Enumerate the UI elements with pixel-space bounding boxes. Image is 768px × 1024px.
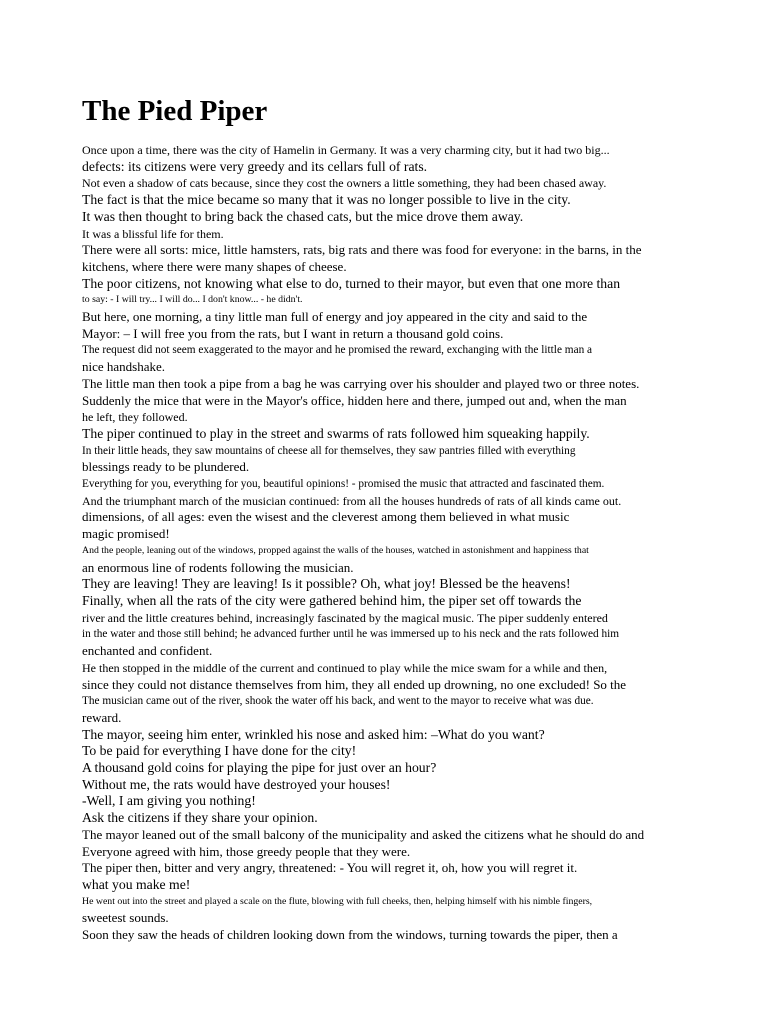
text-line: magic promised!	[82, 526, 170, 542]
page-title: The Pied Piper	[82, 95, 268, 127]
text-line: The piper then, bitter and very angry, threatened: - You will regret it, oh, how you will regret it.	[82, 860, 578, 876]
text-line: It was then thought to bring back the chased cats, but the mice drove them away.	[82, 208, 524, 224]
text-line: The poor citizens, not knowing what else to do, turned to their mayor, but even that one more than	[82, 275, 621, 291]
text-line: There were all sorts: mice, little hamsters, rats, big rats and there was food for everyone: in the barns, in the	[82, 242, 642, 258]
text-line: Without me, the rats would have destroyed your houses!	[82, 776, 391, 792]
text-line: Not even a shadow of cats because, since they cost the owners a little something, they had been chased away.	[82, 176, 607, 191]
text-line: Everyone agreed with him, those greedy people that they were.	[82, 843, 411, 859]
text-line: The piper continued to play in the street and swarms of rats followed him squeaking happily.	[82, 425, 590, 441]
text-line: -Well, I am giving you nothing!	[82, 793, 256, 809]
document-page	[82, 94, 762, 944]
text-line: It was a blissful life for them.	[82, 226, 224, 241]
text-line: Ask the citizens if they share your opinion.	[82, 810, 318, 826]
text-line: what you make me!	[82, 876, 191, 892]
text-line: dimensions, of all ages: even the wisest and the cleverest among them believed in what music	[82, 509, 570, 525]
text-line: The musician came out of the river, shook the water off his back, and went to the mayor to receive what was due.	[82, 695, 594, 708]
text-line: The mayor leaned out of the small balcony of the municipality and asked the citizens what he should do and	[82, 826, 645, 842]
text-line: The mayor, seeing him enter, wrinkled his nose and asked him: –What do you want?	[82, 726, 545, 742]
text-line: The little man then took a pipe from a bag he was carrying over his shoulder and played two or three notes.	[82, 375, 640, 391]
text-line: to say: - I will try... I will do... I don't know... - he didn't.	[82, 294, 303, 306]
text-line: river and the little creatures behind, increasingly fascinated by the magical music. The piper suddenly entered	[82, 610, 608, 625]
text-line: And the people, leaning out of the windows, propped against the walls of the houses, watched in astonishment and happiness that	[82, 544, 589, 556]
text-line: enchanted and confident.	[82, 643, 213, 659]
text-line: Mayor: – I will free you from the rats, but I want in return a thousand gold coins.	[82, 325, 504, 341]
text-line: Once upon a time, there was the city of Hamelin in Germany. It was a very charming city, but it had two big...	[82, 143, 610, 157]
text-line: The fact is that the mice became so many that it was no longer possible to live in the city.	[82, 192, 571, 208]
text-line: And the triumphant march of the musician continued: from all the houses hundreds of rats of all kinds came out.	[82, 493, 622, 508]
text-line: in the water and those still behind; he advanced further until he was immersed up to his neck and the rats followed him	[82, 628, 620, 641]
text-line: To be paid for everything I have done for the city!	[82, 743, 357, 759]
text-line: Suddenly the mice that were in the Mayor's office, hidden here and there, jumped out and, when the man	[82, 392, 627, 408]
text-line: Everything for you, everything for you, beautiful opinions! - promised the music that attracted and fascinated them.	[82, 478, 605, 491]
text-line: The request did not seem exaggerated to the mayor and he promised the reward, exchanging with the little man a	[82, 344, 593, 357]
text-line: Soon they saw the heads of children looking down from the windows, turning towards the piper, then a	[82, 927, 618, 943]
text-line: nice handshake.	[82, 359, 166, 375]
text-line: reward.	[82, 709, 122, 725]
text-line: kitchens, where there were many shapes of cheese.	[82, 258, 347, 274]
text-line: He then stopped in the middle of the current and continued to play while the mice swam for a while and then,	[82, 660, 608, 675]
text-line: But here, one morning, a tiny little man full of energy and joy appeared in the city and said to the	[82, 309, 588, 325]
story-text	[82, 142, 762, 944]
text-line: He went out into the street and played a scale on the flute, blowing with full cheeks, then, helping himself with his nimble fingers,	[82, 895, 593, 907]
text-line: A thousand gold coins for playing the pipe for just over an hour?	[82, 760, 437, 776]
text-line: They are leaving! They are leaving! Is it possible? Oh, what joy! Blessed be the heavens!	[82, 576, 571, 592]
text-line: an enormous line of rodents following the musician.	[82, 559, 354, 575]
text-line: blessings ready to be plundered.	[82, 459, 250, 475]
text-line: sweetest sounds.	[82, 910, 169, 926]
text-line: In their little heads, they saw mountains of cheese all for themselves, they saw pantries filled with everything	[82, 444, 576, 457]
text-line: defects: its citizens were very greedy and its cellars full of rats.	[82, 158, 428, 174]
text-line: Finally, when all the rats of the city were gathered behind him, the piper set off towards the	[82, 592, 582, 608]
text-line: he left, they followed.	[82, 410, 188, 425]
text-line: since they could not distance themselves from him, they all ended up drowning, no one excluded! So the	[82, 676, 627, 692]
